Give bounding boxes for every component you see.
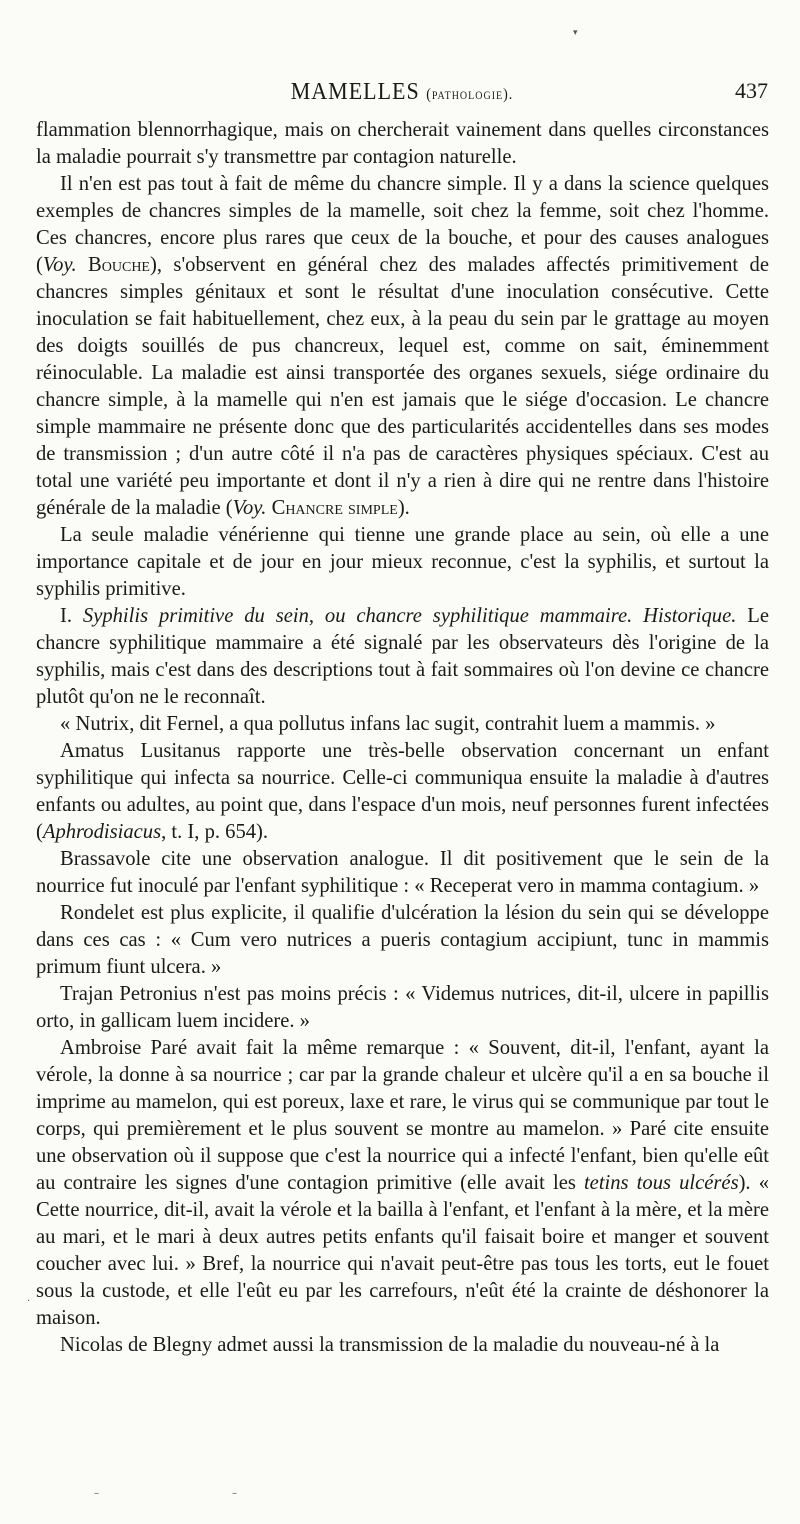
small-caps-text: Bouche	[88, 254, 150, 276]
paragraph	[36, 603, 769, 711]
italic-text: tetins tous ulcérés	[583, 1172, 739, 1194]
text-run: Brassavole cite une observation analogue. Il dit positivement que le sein de la nourrice fut inoculé par l'enfant syphilitique : « Receperat vero in mamma contagium. »	[36, 848, 769, 897]
text-run: « Nutrix, dit Fernel, a qua pollutus infans lac sugit, contrahit luem a mammis. »	[60, 713, 716, 735]
text-run: ), s'observent en général chez des malades affectés primitivement de chancres simples génitaux et sont le résultat d'une inoculation consécutive. Cette inoculation se fait habituellement, chez eux, à la peau du sein par le grattage au moyen des doigts souillés de pus chancreux, lequel est, comme on sait, éminemment réinoculable. La maladie est ainsi transportée des organes sexuels, siége ordinaire du chancre simple, à la mamelle qui n'en est jamais que le siége d'occasion. Le chancre simple mammaire ne présente donc que des particularités accidentelles dans ses modes de transmission ; d'un autre côté il n'a pas de caractères physiques spéciaux. C'est au total une variété peu importante et dont il n'y a rien à dire qui ne rentre dans l'histoire générale de la maladie (	[36, 254, 769, 519]
paragraph	[36, 711, 769, 738]
body-text	[36, 117, 769, 1359]
text-run: , t. I, p. 654).	[161, 821, 269, 843]
paragraph	[36, 117, 769, 171]
margin-mark: –	[232, 1488, 237, 1499]
text-run: flammation blennorrhagique, mais on chercherait vainement dans quelles circonstances la maladie pourrait s'y transmettre par contagion naturelle.	[36, 119, 769, 168]
text-run: I.	[60, 605, 83, 627]
italic-text: Aphrodisiacus	[42, 821, 162, 843]
text-run: Ambroise Paré avait fait la même remarque : « Souvent, dit-il, l'enfant, ayant la vérole, la donne à sa nourrice ; car par la grande chaleur et ulcère qu'il a en sa bouche il imprime au mamelon, qui est poreux, laxe et rare, le virus qui se communique par tout le corps, qui premièrement et le plus souvent se montre au mamelon. » Paré cite ensuite une observation où il suppose que c'est la nourrice qui a infecté l'enfant, bien qu'elle eût au contraire les signes d'une contagion primitive (elle avait les	[36, 1037, 769, 1194]
text-run: Nicolas de Blegny admet aussi la transmission de la maladie du nouveau-né à la	[60, 1334, 720, 1356]
text-run	[77, 254, 88, 276]
small-caps-text: Chancre simple	[271, 497, 398, 519]
paragraph	[36, 981, 769, 1035]
text-run: Rondelet est plus explicite, il qualifie d'ulcération la lésion du sein qui se développe dans ces cas : « Cum vero nutrices a pueris contagium accipiunt, tunc in mammis primum fiunt ulcera. »	[36, 902, 769, 978]
margin-mark: ▾	[573, 28, 578, 38]
paragraph	[36, 171, 769, 522]
margin-mark: ·	[27, 1296, 31, 1307]
running-head-title: MAMELLES	[290, 76, 420, 105]
paragraph	[36, 846, 769, 900]
text-run: Il n'en est pas tout à fait de même du chancre simple. Il y a dans la science quelques exemples de chancres simples de la mamelle, soit chez la femme, soit chez l'homme. Ces chancres, encore plus rares que ceux de la bouche, et pour des causes analogues (	[36, 173, 769, 276]
paragraph	[36, 522, 769, 603]
paragraph	[36, 900, 769, 981]
paragraph	[36, 1035, 769, 1332]
paragraph	[36, 738, 769, 846]
text-run: Le chancre syphilitique mammaire a été signalé par les observateurs dès l'origine de la syphilis, mais c'est dans des descriptions tout à fait sommaires où l'on devine ce chancre plutôt qu'on ne le reconnaît.	[36, 605, 769, 708]
italic-text: Syphilis primitive du sein, ou chancre syphilitique mammaire. Historique.	[82, 605, 737, 627]
running-head-subtitle: (pathologie).	[426, 86, 514, 104]
text-run: Amatus Lusitanus rapporte une très-belle observation concernant un enfant syphilitique qui infecta sa nourrice. Celle-ci communiqua ensuite la maladie à d'autres enfants ou adultes, au point que, dans l'espace d'un mois, neuf personnes furent infectées (	[36, 740, 769, 843]
page-header	[36, 78, 768, 112]
text-run: ).	[397, 497, 410, 519]
margin-mark: –	[94, 1488, 99, 1499]
text-run: ). « Cette nourrice, dit-il, avait la vérole et la bailla à l'enfant, et l'enfant à la mère, et la mère au mari, et le mari à deux autres petits enfants qu'il faisait boire et manger et souvent coucher avec lui. » Bref, la nourrice qui n'avait peut-être pas tous les torts, eut le fouet sous la custode, et elle l'eût eu par les carrefours, n'eût été la crainte de déshonorer la maison.	[36, 1172, 769, 1329]
page-number: 437	[735, 78, 768, 103]
italic-text: Voy.	[42, 254, 77, 276]
italic-text: Voy.	[232, 497, 267, 519]
paragraph	[36, 1332, 769, 1359]
text-run: Trajan Petronius n'est pas moins précis : « Videmus nutrices, dit-il, ulcere in papillis orto, in gallicam luem incidere. »	[36, 983, 769, 1032]
running-head	[36, 76, 768, 105]
text-run: La seule maladie vénérienne qui tienne une grande place au sein, où elle a une importance capitale et de jour en jour mieux reconnue, c'est la syphilis, et surtout la syphilis primitive.	[36, 524, 769, 600]
